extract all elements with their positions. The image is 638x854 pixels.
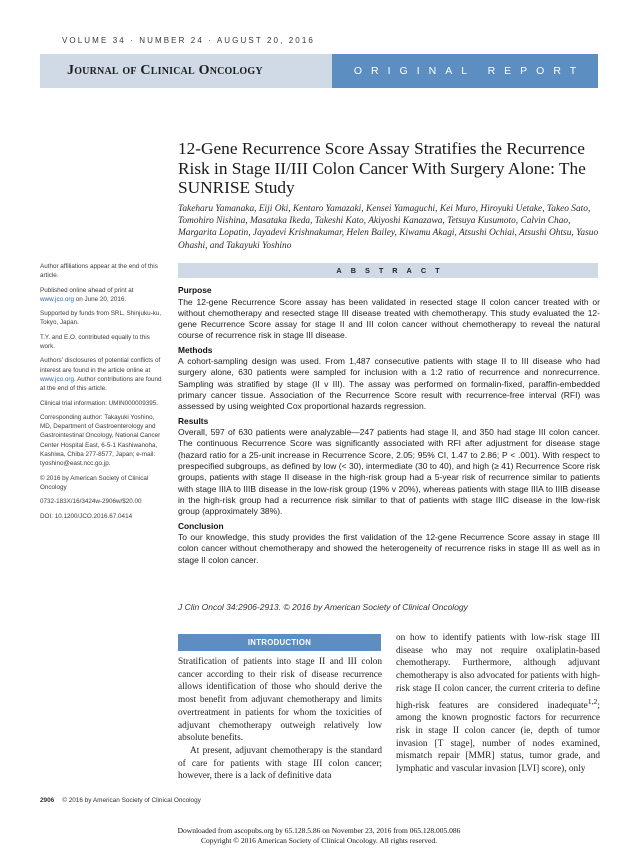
issue-line: VOLUME 34 · NUMBER 24 · AUGUST 20, 2016 <box>62 36 315 45</box>
page-number: 2906 <box>40 797 55 804</box>
contribution-note: T.Y. and E.O. contributed equally to this work. <box>40 333 150 351</box>
published-post: on June 20, 2016. <box>73 295 127 303</box>
methods-text: A cohort-sampling design was used. From 1,487 consecutive patients with stage II to III disease who had surgery alone, 630 patients were sampled for inclusion with a 1:2 ratio of recurrence and nonrecurrence. Sampling was stratified by stage (II v III). The assay was performed on formalin-fixed, paraffin-embedded primary cancer tissue. Association of the Recurrence Score result with recurrence-free interval (RFI) was assessed by using weighted Cox proportional hazards regression. <box>178 356 600 412</box>
published-pre: Published online ahead of print at <box>40 286 134 294</box>
jco-link[interactable]: www.jco.org <box>40 375 74 383</box>
purpose-heading: Purpose <box>178 285 212 295</box>
introduction-heading-bar <box>178 634 381 651</box>
abstract-heading-bar <box>178 263 598 278</box>
author-list: Takeharu Yamanaka, Eiji Oki, Kentaro Yamazaki, Kensei Yamaguchi, Kei Muro, Hiroyuki Uetake, Takeo Sato, Tomohiro Nishina, Masataka Ikeda, Takeshi Kato, Akiyoshi Kanazawa, Tetsuya Kusumoto, Calvin Chao, Margarita Lopatin, Jayadevi Krishnakumar, Helen Bailey, Kiwamu Akagi, Atsushi Ochiai, Atsushi Ohtsu, Yasuo Ohashi, and Takayuki Yoshino <box>178 204 599 251</box>
page-footer <box>40 797 201 804</box>
journal-banner <box>40 54 598 88</box>
disclosures-pre: Authors' disclosures of potential conflicts of interest are found in the article online at <box>40 357 161 374</box>
download-notice <box>0 826 638 845</box>
methods-heading: Methods <box>178 344 213 355</box>
article-info-sidebar <box>40 262 162 526</box>
download-line: Downloaded from ascopubs.org by 65.128.5.86 on November 23, 2016 from 065.128.005.086 <box>177 826 461 835</box>
article-title: 12-Gene Recurrence Score Assay Stratifies the Recurrence Risk in Stage II/III Colon Cancer With Surgery Alone: The SUNRISE Study <box>178 139 586 197</box>
conclusion-heading: Conclusion <box>178 520 224 531</box>
intro-paragraph-1: Stratification of patients into stage II and III colon cancer according to their risk of disease recurrence allows identification of those who should derive the most benefit from adjuvant chemotherapy and limits overtreatment in patients for whom the toxicities of adjuvant chemotherapy outweigh relatively low absolute benefits. <box>178 657 382 744</box>
body-column-right <box>396 632 600 776</box>
copyright-line: Copyright © 2016 American Society of Clinical Oncology. All rights reserved. <box>200 835 437 845</box>
trial-info: Clinical trial information: UMIN000009395. <box>40 399 158 407</box>
journal-name-panel <box>40 54 332 88</box>
results-text: Overall, 597 of 630 patients were analyzable—247 patients had stage II, and 350 had stage III colon cancer. The continuous Recurrence Score was significantly associated with RFI after adjustment for disease stage (hazard ratio for a 25-unit increase in Recurrence Score, 2.05; 95% CI, 1.47 to 2.86; P < .001). With respect to prespecified subgroups, as defined by low (< 30), intermediate (30 to 40), and high (≥ 41) Recurrence Score risk groups, patients with stage II disease in the high-risk group had a 5-year risk of recurrence similar to patients with stage IIIA to IIIB disease in the low-risk group (19% v 20%), whereas patients with stage IIIA to IIIB disease in the high-risk group had a recurrence risk similar to that of patients with stage IIIC disease in the low-risk group (approximately 38%). <box>178 427 600 517</box>
abstract-body <box>178 285 600 569</box>
jco-link[interactable]: www.jco.org <box>40 295 74 303</box>
disclosures-note <box>40 356 162 393</box>
doi: DOI: 10.1200/JCO.2016.67.0414 <box>40 512 133 520</box>
affiliations-note: Author affiliations appear at the end of this article. <box>40 263 158 280</box>
report-type-panel <box>332 54 598 88</box>
report-type: ORIGINAL REPORT <box>353 65 586 77</box>
disclosures-post: . Author contributions are found at the end of this article. <box>40 375 162 393</box>
footer-copyright: © 2016 by American Society of Clinical Oncology <box>62 797 201 804</box>
intro-paragraph-2-continued <box>396 632 600 776</box>
issn: 0732-183X/16/3424w-2906w/$20.00 <box>40 498 142 506</box>
published-note <box>40 286 162 305</box>
conclusion-text: To our knowledge, this study provides the first validation of the 12-gene Recurrence Score assay in stage III colon cancer without chemotherapy and showed the heterogeneity of recurrence risks in stage III as well as in stage II colon cancer. <box>178 532 600 565</box>
reference-superscript[interactable]: 1,2 <box>587 696 598 706</box>
citation-line: J Clin Oncol 34:2906-2913. © 2016 by American Society of Clinical Oncology <box>178 602 468 612</box>
abstract-heading: ABSTRACT <box>336 266 449 275</box>
results-heading: Results <box>178 415 209 426</box>
corresponding-author: Corresponding author: Takayuki Yoshino, MD, Department of Gastroenterology and Gastrointestinal Oncology, National Cancer Center Hospital East, 6-5-1 Kashiwanoha, Kashiwa, Chiba 277-8577, Japan; e-mail: tyoshino@east.ncc.go.jp. <box>40 413 161 468</box>
continued-text-end: ; among the known prognostic factors for recurrence risk in stage II colon cancer (ie, depth of tumor invasion [T stage], number of nodes examined, mismatch repair [MMR] status, tumor grade, and lymphatic and vascular invasion [LVI] score), only <box>396 700 600 775</box>
intro-paragraph-2: At present, adjuvant chemotherapy is the standard of care for patients with stage III colon cancer; however, there is a lack of definitive data <box>178 745 382 782</box>
continued-text-start: on how to identify patients with low-risk stage III disease who may not require oxaliplatin-based chemotherapy. Furthermore, although adjuvant chemotherapy is also advocated for patients with high-risk stage II colon cancer, the current criteria to define high-risk features are considered inadequate <box>396 633 600 711</box>
journal-name: Journal of Clinical Oncology <box>67 63 263 78</box>
introduction-heading: INTRODUCTION <box>247 638 312 647</box>
sidebar-copyright: © 2016 by American Society of Clinical Oncology <box>40 474 149 491</box>
body-column-left <box>178 656 382 783</box>
support-note: Supported by funds from SRL, Shinjuku-ku, Tokyo, Japan. <box>40 310 162 327</box>
purpose-text: The 12-gene Recurrence Score assay has been validated in resected stage II colon cancer treated with or without chemotherapy and resected stage III disease treated with chemotherapy. This study evaluated the 12-gene Recurrence Score assay for stage II and III colon cancer without chemotherapy to reveal the natural course of recurrence risk in stage III disease. <box>178 296 600 341</box>
